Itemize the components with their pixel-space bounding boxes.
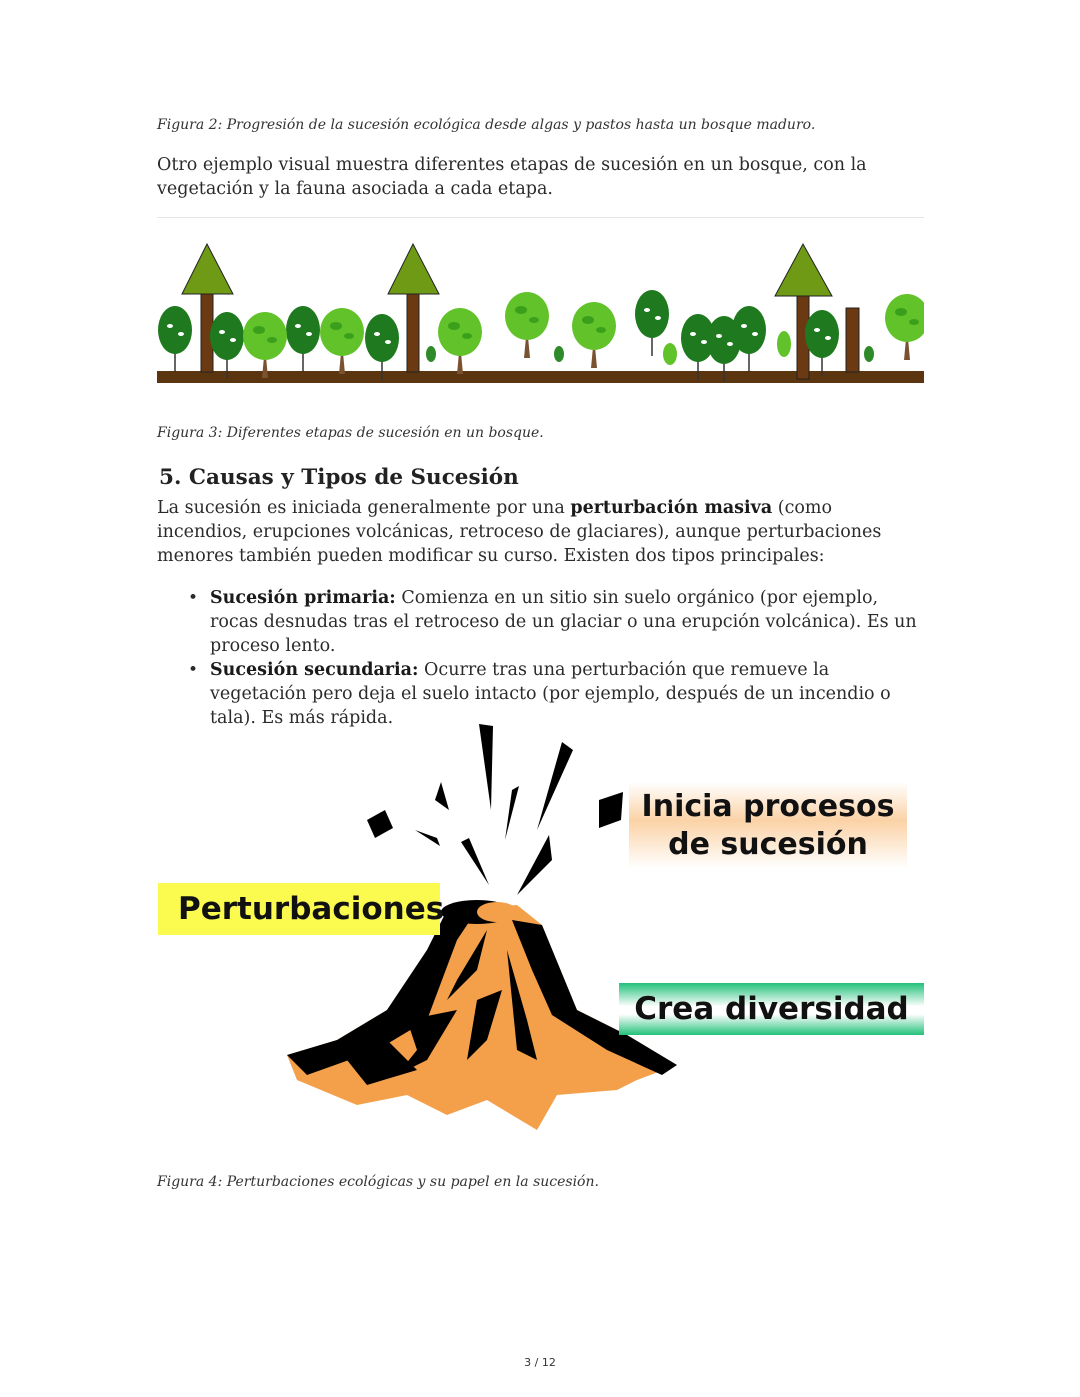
inicia-line-2: de sucesión xyxy=(668,827,868,862)
bullet-icon: • xyxy=(188,588,199,608)
bullet-icon: • xyxy=(188,660,199,680)
section-heading: 5. Causas y Tipos de Sucesión xyxy=(159,465,519,490)
inicia-line-1: Inicia procesos xyxy=(641,789,895,824)
crea-diversidad-label: Crea diversidad xyxy=(619,983,924,1035)
figure-2-caption: Figura 2: Progresión de la sucesión ecológica desde algas y pastos hasta un bosque maduro. xyxy=(157,117,816,133)
figure-3-forest-image xyxy=(157,236,924,386)
section-paragraph xyxy=(157,496,924,568)
list-item xyxy=(188,586,924,658)
list-item-text: Ocurre tras una perturbación que remueve la vegetación pero deja el suelo intacto (por ejemplo, después de un incendio o tala). Es más rápida. xyxy=(210,660,891,728)
succession-types-list xyxy=(157,586,924,730)
list-item-term: Sucesión primaria: xyxy=(210,588,396,608)
divider xyxy=(157,217,924,218)
perturbaciones-label: Perturbaciones xyxy=(158,883,440,935)
intro-paragraph: Otro ejemplo visual muestra diferentes etapas de sucesión en un bosque, con la vegetación y la fauna asociada a cada etapa. xyxy=(157,155,867,199)
figure-4-volcano-image xyxy=(157,720,924,1140)
figure-4-caption: Figura 4: Perturbaciones ecológicas y su papel en la sucesión. xyxy=(157,1174,599,1190)
list-item-term: Sucesión secundaria: xyxy=(210,660,419,680)
page-indicator: 3 / 12 xyxy=(524,1356,556,1369)
paragraph-text: (como incendios, erupciones volcánicas, retroceso de glaciares), aunque perturbaciones menores también pueden modificar su curso. Existen dos tipos principales: xyxy=(157,498,882,566)
paragraph-text: La sucesión es iniciada generalmente por una xyxy=(157,498,571,518)
inicia-procesos-label xyxy=(629,782,907,868)
figure-3-caption: Figura 3: Diferentes etapas de sucesión en un bosque. xyxy=(157,425,544,441)
list-item-text: Comienza en un sitio sin suelo orgánico (por ejemplo, rocas desnudas tras el retroceso de un glaciar o una erupción volcánica). Es un proceso lento. xyxy=(210,588,917,656)
paragraph-bold-term: perturbación masiva xyxy=(570,498,773,518)
